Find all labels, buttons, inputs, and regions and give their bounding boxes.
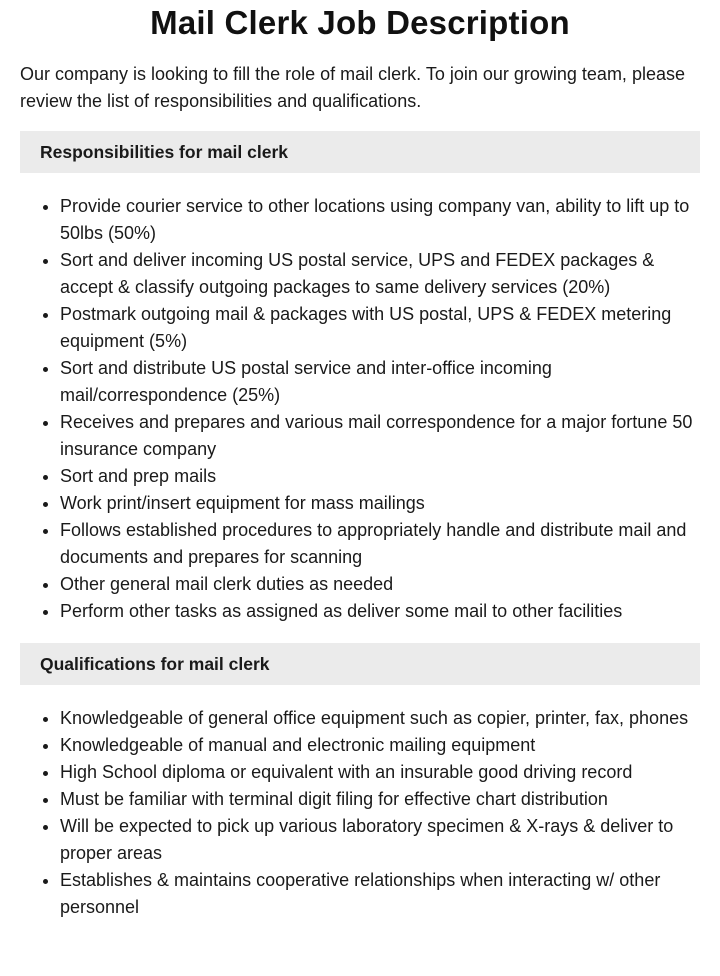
- list-item: • Follows established procedures to appropriately handle and distribute mail and documents and prepares for scanning: [60, 517, 700, 571]
- list-item: • Receives and prepares and various mail correspondence for a major fortune 50 insurance company: [60, 409, 700, 463]
- list-item: • Perform other tasks as assigned as deliver some mail to other facilities: [60, 598, 700, 625]
- list-item: • Other general mail clerk duties as needed: [60, 571, 700, 598]
- list-item: • Work print/insert equipment for mass mailings: [60, 490, 700, 517]
- qualifications-list: [20, 705, 700, 921]
- list-item: • Knowledgeable of general office equipment such as copier, printer, fax, phones: [60, 705, 700, 732]
- list-item: • Sort and distribute US postal service and inter-office incoming mail/correspondence (25%): [60, 355, 700, 409]
- list-item: • Establishes & maintains cooperative relationships when interacting w/ other personnel: [60, 867, 700, 921]
- list-item: • Will be expected to pick up various laboratory specimen & X-rays & deliver to proper areas: [60, 813, 700, 867]
- page-title: Mail Clerk Job Description: [150, 4, 570, 41]
- list-item: • Must be familiar with terminal digit filing for effective chart distribution: [60, 786, 700, 813]
- list-item: • High School diploma or equivalent with an insurable good driving record: [60, 759, 700, 786]
- qualifications-header: Qualifications for mail clerk: [20, 643, 700, 685]
- list-item: • Provide courier service to other locations using company van, ability to lift up to 50lbs (50%): [60, 193, 700, 247]
- responsibilities-header: Responsibilities for mail clerk: [20, 131, 700, 173]
- responsibilities-list: [20, 193, 700, 625]
- list-item: • Sort and prep mails: [60, 463, 700, 490]
- list-item: • Postmark outgoing mail & packages with US postal, UPS & FEDEX metering equipment (5%): [60, 301, 700, 355]
- list-item: • Knowledgeable of manual and electronic mailing equipment: [60, 732, 700, 759]
- intro-paragraph: Our company is looking to fill the role of mail clerk. To join our growing team, please review the list of responsibilities and qualifications.: [20, 64, 685, 111]
- list-item: • Sort and deliver incoming US postal service, UPS and FEDEX packages & accept & classify outgoing packages to same delivery services (20%): [60, 247, 700, 301]
